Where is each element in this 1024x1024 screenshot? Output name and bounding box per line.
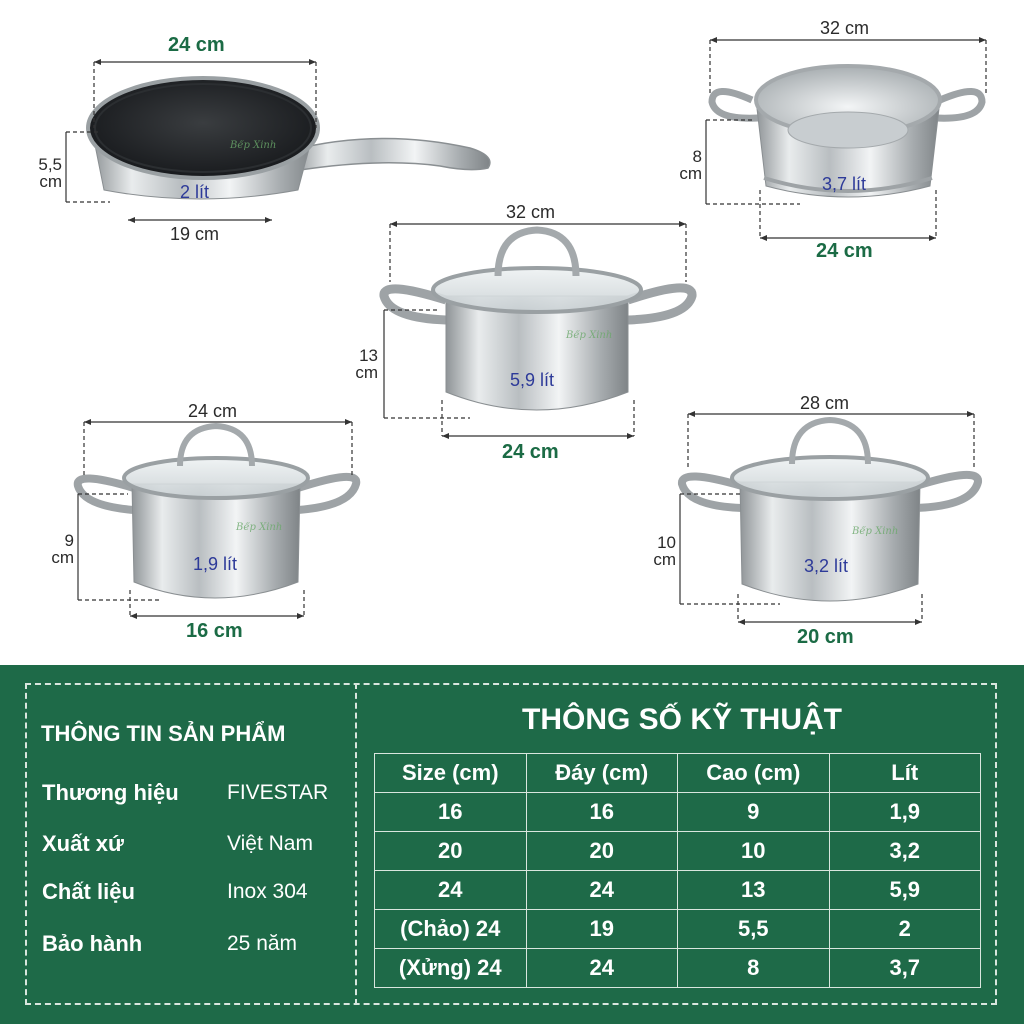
table-cell: 20: [526, 832, 678, 871]
info-label: Bảo hành: [42, 931, 143, 956]
table-cell: 24: [526, 871, 678, 910]
steamer-volume: 3,7 lít: [822, 174, 867, 194]
spec-header-base: Đáy (cm): [526, 754, 678, 793]
table-cell: 24: [375, 871, 527, 910]
shop-watermark-logo: Bếp Xinh: [852, 526, 899, 537]
pot-24-volume: 5,9 lít: [510, 370, 555, 390]
table-cell: 10: [678, 832, 830, 871]
fry-pan-top-diameter: 24 cm: [168, 34, 225, 56]
table-cell: 2: [829, 910, 981, 949]
dashed-divider: [355, 683, 357, 1005]
table-cell: 3,7: [829, 949, 981, 988]
table-row: [375, 871, 981, 910]
shop-watermark-logo: Bếp Xinh: [566, 330, 613, 341]
spec-title: THÔNG SỐ KỸ THUẬT: [522, 703, 842, 736]
fry-pan: [88, 78, 490, 199]
table-cell: 24: [526, 949, 678, 988]
table-row: [375, 793, 981, 832]
table-cell: 9: [678, 793, 830, 832]
info-row-brand: [42, 780, 342, 810]
table-cell: 13: [678, 871, 830, 910]
info-row-warranty: [42, 931, 342, 961]
spec-header-row: [375, 754, 981, 793]
table-cell: 16: [375, 793, 527, 832]
table-cell: 8: [678, 949, 830, 988]
table-cell: (Xửng) 24: [375, 949, 527, 988]
info-value: FIVESTAR: [227, 781, 329, 804]
table-cell: (Chảo) 24: [375, 910, 527, 949]
info-label: Xuất xứ: [42, 831, 124, 856]
steamer-height: 8 cm: [679, 147, 702, 183]
pot-24-outer-width: 32 cm: [506, 202, 556, 222]
table-cell: 5,5: [678, 910, 830, 949]
info-value: 25 năm: [227, 932, 298, 955]
pot-16-height: 9 cm: [51, 531, 74, 567]
pot-20-volume: 3,2 lít: [804, 556, 849, 576]
info-value: Việt Nam: [227, 832, 313, 855]
table-row: [375, 910, 981, 949]
info-row-material: [42, 879, 342, 909]
info-label: Chất liệu: [42, 879, 135, 904]
pot-20-outer-width: 28 cm: [800, 393, 850, 413]
spec-header-height: Cao (cm): [678, 754, 830, 793]
pot-16-outer-width: 24 cm: [188, 401, 238, 421]
table-row: [375, 949, 981, 988]
table-row: [375, 832, 981, 871]
info-value: Inox 304: [227, 880, 308, 903]
product-info-title: THÔNG TIN SẢN PHẨM: [41, 721, 286, 746]
info-label: Thương hiệu: [42, 780, 179, 805]
pot-24-height: 13 cm: [355, 346, 378, 382]
spec-header-liters: Lít: [829, 754, 981, 793]
pot-24-diameter: 24 cm: [502, 441, 559, 463]
pot-16-volume: 1,9 lít: [193, 554, 238, 574]
table-cell: 16: [526, 793, 678, 832]
fry-pan-volume: 2 lít: [180, 182, 210, 202]
fry-pan-bottom-diameter: 19 cm: [170, 224, 220, 244]
fry-pan-height: 5,5 cm: [38, 155, 62, 191]
info-row-origin: [42, 831, 342, 861]
spec-table: [374, 753, 981, 988]
table-cell: 19: [526, 910, 678, 949]
steamer-diameter: 24 cm: [816, 240, 873, 262]
table-cell: 1,9: [829, 793, 981, 832]
table-cell: 3,2: [829, 832, 981, 871]
table-cell: 20: [375, 832, 527, 871]
spec-panel: [0, 665, 1024, 1024]
pot-20-height: 10 cm: [653, 533, 676, 569]
pot-16-diameter: 16 cm: [186, 620, 243, 642]
shop-watermark-logo: Bếp Xinh: [230, 140, 277, 151]
pot-20-diameter: 20 cm: [797, 626, 854, 648]
table-cell: 5,9: [829, 871, 981, 910]
spec-header-size: Size (cm): [375, 754, 527, 793]
shop-watermark-logo: Bếp Xinh: [236, 522, 283, 533]
steamer-outer-width: 32 cm: [820, 18, 870, 38]
